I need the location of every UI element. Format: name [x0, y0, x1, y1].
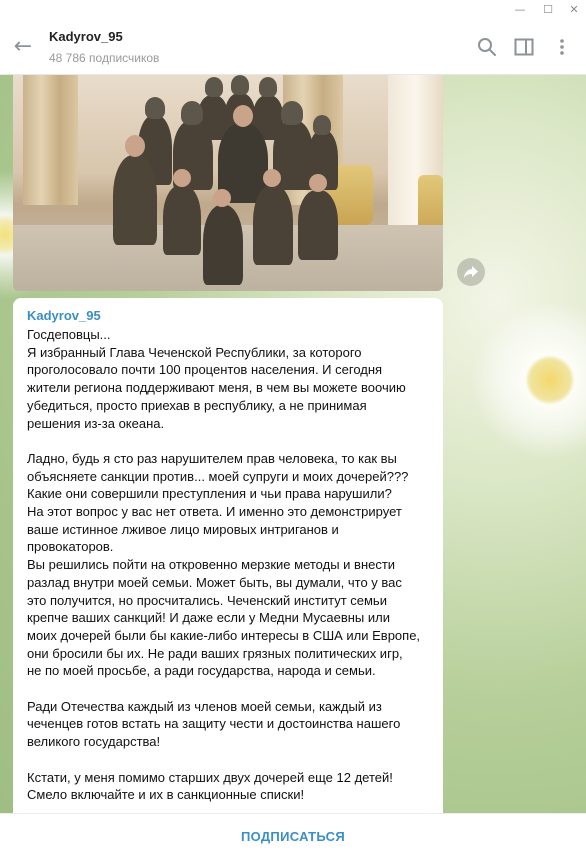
message-list — [0, 75, 586, 813]
photo-person-head — [181, 101, 203, 125]
photo-person-head — [231, 75, 249, 95]
photo-person-head — [125, 135, 145, 157]
photo-person-head — [309, 174, 327, 192]
photo-person-head — [259, 77, 277, 97]
photo-person-head — [145, 97, 165, 119]
channel-title[interactable]: Kadyrov_95 — [49, 29, 123, 44]
photo-person-head — [263, 169, 281, 187]
back-arrow-icon[interactable]: ← — [13, 34, 33, 59]
photo-person-head — [313, 115, 331, 135]
message-bubble — [13, 298, 443, 813]
search-icon[interactable] — [476, 36, 498, 58]
subscribe-bar — [0, 813, 586, 858]
share-forward-icon[interactable] — [457, 258, 485, 286]
photo-curtain-left — [23, 75, 78, 205]
window-titlebar — [0, 0, 586, 20]
photo-person — [253, 185, 293, 265]
photo-person-head — [205, 77, 223, 97]
post-photo[interactable] — [13, 75, 443, 291]
photo-person-head — [173, 169, 191, 187]
subscriber-count: 48 786 подписчиков — [49, 51, 160, 65]
photo-person-head — [213, 189, 231, 207]
photo-person — [113, 155, 157, 245]
more-vertical-icon[interactable] — [551, 36, 573, 58]
channel-header — [0, 20, 586, 75]
photo-person-head — [233, 105, 253, 127]
close-button[interactable]: ✕ — [569, 3, 579, 16]
photo-person — [163, 185, 201, 255]
post-author[interactable]: Kadyrov_95 — [27, 308, 101, 323]
photo-person — [203, 205, 243, 285]
post-text: Госдеповцы... Я избранный Глава Чеченской Республики, за которого проголосовало почти 100 процентов населения. И сегодня жители региона поддерживают меня, в чем вы можете воочию убедиться, просто приехав в республику, а не принимая решения из-за океана. Ладно, будь я сто раз нарушителем прав человека, то как вы объясняете санкции против... моей супруги и моих дочерей??? Какие они совершили преступления и чьи права нарушили? На этот вопрос у вас нет ответа. И именно это демонстрирует ваше истинное лживое лицо мировых интриганов и провокаторов. Вы решились пойти на откровенно мерзкие методы и внести разлад внутри моей семьи. Может быть, вы думали, что у вас это получится, но просчитались. Чеченский институт семьи крепче ваших санкций! И даже если у Медни Мусаевны или моих дочерей были бы какие-либо интересы в США или Европе, они бросили бы их. Не ради ваших грязных политических игр, не по моей просьбе, а ради государства, народа и семьи. Ради Отечества каждый из членов моей семьи, каждый из чеченцев готов встать на защиту чести и достоинства нашего великого государства! Кстати, у меня помимо старших двух дочерей еще 12 детей! Смело включайте и их в санкционные списки! — [27, 327, 421, 803]
photo-person-head — [281, 101, 303, 125]
minimize-button[interactable]: — — [514, 3, 526, 16]
maximize-button[interactable]: ☐ — [543, 3, 553, 16]
share-forward-icon-glyph — [457, 258, 485, 286]
photo-person — [298, 190, 338, 260]
subscribe-button[interactable]: ПОДПИСАТЬСЯ — [240, 829, 346, 844]
sidebar-toggle-icon[interactable] — [513, 36, 535, 58]
